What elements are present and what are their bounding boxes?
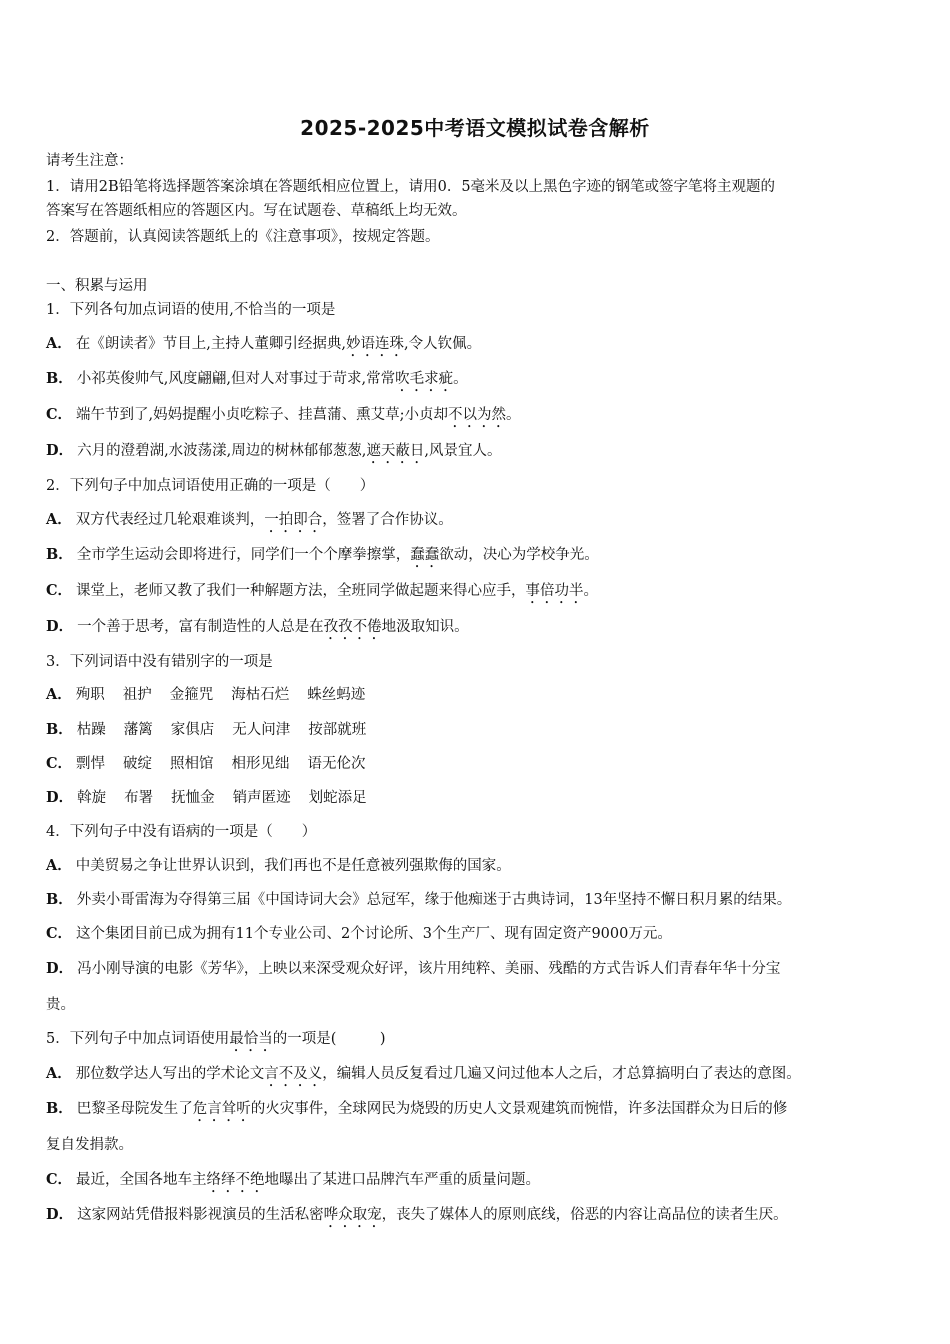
option-label: A． xyxy=(46,511,72,528)
q3-option-b xyxy=(46,720,384,740)
notice-item-1-cont: 答案写在答题纸相应的答题区内。写在试题卷、草稿纸上均无效。 xyxy=(46,203,467,219)
word: 家俱店 xyxy=(170,722,215,738)
word: 破绽 xyxy=(123,756,153,772)
option-text: 小祁英俊帅气,风度翩翩,但对人对事过于苛求,常常 xyxy=(76,371,396,387)
stem-text-end: 的一项是( ) xyxy=(272,1031,386,1047)
option-label: C． xyxy=(46,925,73,942)
section-heading: 一、积累与运用 xyxy=(46,278,148,294)
notice-item-2: 2．答题前，认真阅读答题纸上的《注意事项》，按规定答题。 xyxy=(46,229,440,245)
option-label: A． xyxy=(46,857,72,874)
option-label: C． xyxy=(46,582,73,599)
option-text-end: ，丧失了媒体人的原则底线，俗恶的内容让高品位的读者生厌。 xyxy=(381,1207,788,1223)
option-text: 中美贸易之争让世界认识到，我们再也不是任意被列强欺侮的国家。 xyxy=(75,858,511,874)
q1-option-c xyxy=(46,405,521,431)
word: 照相馆 xyxy=(170,756,214,772)
dotted-word: 言不及义 xyxy=(264,1066,323,1082)
option-label: B． xyxy=(46,1100,73,1117)
option-text: 课堂上，老师又教了我们一种解题方法，全班同学做起题来得心应手， xyxy=(76,583,526,599)
q1-stem: 1．下列各句加点词语的使用,不恰当的一项是 xyxy=(46,302,336,318)
option-text: 这家网站凭借报料影视演员的生活私密 xyxy=(77,1207,324,1223)
q2-option-a xyxy=(46,510,453,536)
word: 相形见绌 xyxy=(231,756,290,772)
q4-option-c xyxy=(46,924,672,944)
q4-option-a xyxy=(46,856,511,876)
option-text-end: 。 xyxy=(453,371,468,387)
word: 枯躁 xyxy=(76,722,106,738)
q1-option-d xyxy=(46,441,502,467)
q2-option-d xyxy=(46,617,469,643)
option-label: B． xyxy=(46,546,73,563)
q5-option-a xyxy=(46,1064,801,1090)
option-label: C． xyxy=(46,755,73,772)
option-label: C． xyxy=(46,406,73,423)
option-text-end: 的火灾事件，全球网民为烧毁的历史人文景观建筑而惋惜，许多法国群众为日后的修 xyxy=(250,1101,788,1117)
word: 祖护 xyxy=(122,687,152,703)
dotted-word: 事倍功半 xyxy=(525,583,584,599)
word: 藩篱 xyxy=(123,722,153,738)
option-label: B． xyxy=(46,721,73,738)
word: 按部就班 xyxy=(308,722,367,738)
dotted-word: 不以为然 xyxy=(448,407,507,423)
option-text: 双方代表经过几轮艰难谈判， xyxy=(75,512,265,528)
option-text: 全市学生运动会即将进行，同学们一个个摩拳擦掌， xyxy=(76,547,411,563)
dotted-word: 最恰当 xyxy=(229,1031,273,1047)
q2-stem: 2．下列句子中加点词语使用正确的一项是（ ） xyxy=(46,478,375,494)
q5-option-c xyxy=(46,1170,540,1196)
dotted-word: 吹毛求疵 xyxy=(395,371,454,387)
dotted-word: 孜孜不倦 xyxy=(323,619,382,635)
q2-option-b xyxy=(46,545,599,571)
option-label: C． xyxy=(46,1171,73,1188)
q3-option-d xyxy=(46,788,385,808)
q4-option-d xyxy=(46,959,780,979)
q3-stem: 3．下列词语中没有错别字的一项是 xyxy=(46,654,273,670)
option-text-end: ,令人钦佩。 xyxy=(403,336,482,352)
q1-option-b xyxy=(46,369,468,395)
option-text-end: ，签署了合作协议。 xyxy=(322,512,453,528)
dotted-word: 络绎不绝 xyxy=(206,1172,265,1188)
q1-option-a xyxy=(46,334,481,360)
word: 抚恤金 xyxy=(171,790,215,806)
q2-option-c xyxy=(46,581,598,607)
word: 斡旋 xyxy=(77,790,107,806)
dotted-word: 哗众取宠 xyxy=(323,1207,382,1223)
option-label: D． xyxy=(46,442,74,459)
notice-item-1: 1．请用2B铅笔将选择题答案涂填在答题纸相应位置上，请用0．5毫米及以上黑色字迹的钢笔或签字笔将主观题的 xyxy=(46,179,776,195)
word: 蛛丝蚂迹 xyxy=(307,687,366,703)
option-label: A． xyxy=(46,335,72,352)
option-label: D． xyxy=(46,789,74,806)
option-text-end: ,风景宜人。 xyxy=(424,443,502,459)
q4-stem: 4．下列句子中没有语病的一项是（ ） xyxy=(46,824,317,840)
option-text: 在《朗读者》节目上,主持人董卿引经据典, xyxy=(75,336,346,352)
notice-heading: 请考生注意： xyxy=(46,153,133,169)
word: 殉职 xyxy=(75,687,105,703)
dotted-word: 妙语连珠 xyxy=(345,336,404,352)
q3-option-c xyxy=(46,754,384,774)
dotted-word: 一拍即合 xyxy=(264,512,323,528)
option-text: 端午节到了,妈妈提醒小贞吃粽子、挂菖蒲、熏艾草;小贞却 xyxy=(76,407,449,423)
option-text-end: 欲动，决心为学校争光。 xyxy=(439,547,599,563)
option-text-end: 。 xyxy=(583,583,599,599)
q3-option-a xyxy=(46,685,383,705)
word: 布署 xyxy=(124,790,154,806)
option-text: 冯小刚导演的电影《芳华》，上映以来深受观众好评，该片用纯粹、美丽、残酷的方式告诉人们青春年华十分宝 xyxy=(77,961,781,977)
dotted-word: 蠢蠢 xyxy=(410,547,440,563)
option-label: A． xyxy=(46,1065,72,1082)
q5-option-d xyxy=(46,1205,788,1231)
option-label: A． xyxy=(46,686,72,703)
option-label: B． xyxy=(46,891,73,908)
page-title: 2025-2025中考语文模拟试卷含解析 xyxy=(300,116,650,140)
q5-option-b xyxy=(46,1099,787,1125)
word: 剽悍 xyxy=(76,756,106,772)
option-text: 最近，全国各地车主 xyxy=(76,1172,207,1188)
option-text: 外卖小哥雷海为夺得第三届《中国诗词大会》总冠军，缘于他痴迷于古典诗词，13年坚持不懈日积月累的结果。 xyxy=(76,892,792,908)
stem-text: 5．下列句子中加点词语使用 xyxy=(46,1031,230,1047)
option-text: 一个善于思考，富有制造性的人总是在 xyxy=(77,619,324,635)
option-text: 这个集团目前已成为拥有11个专业公司、2个讨论所、3个生产厂、现有固定资产9000万元。 xyxy=(76,926,672,942)
dotted-word: 遮天蔽日 xyxy=(366,443,425,459)
q4-option-b xyxy=(46,890,791,910)
option-text: 那位数学达人写出的学术论文 xyxy=(75,1066,265,1082)
q4-option-d-cont: 贵。 xyxy=(46,997,75,1013)
option-text-end: 地汲取知识。 xyxy=(381,619,469,635)
word: 无人问津 xyxy=(232,722,291,738)
option-label: B． xyxy=(46,370,73,387)
option-text-end: 。 xyxy=(506,407,521,423)
option-label: D． xyxy=(46,1206,74,1223)
word: 划蛇添足 xyxy=(308,790,367,806)
option-text-end: 地曝出了某进口品牌汽车严重的质量问题。 xyxy=(264,1172,541,1188)
option-text-end: ，编辑人员反复看过几遍又问过他本人之后，才总算搞明白了表达的意图。 xyxy=(322,1066,801,1082)
q5-stem xyxy=(46,1029,386,1055)
dotted-word: 危言耸听 xyxy=(192,1101,251,1117)
q5-option-b-cont: 复自发捐款。 xyxy=(46,1137,133,1153)
option-text: 六月的澄碧湖,水波荡漾,周边的树林郁郁葱葱, xyxy=(77,443,367,459)
option-label: D． xyxy=(46,618,74,635)
word: 语无伦次 xyxy=(307,756,366,772)
option-label: D． xyxy=(46,960,74,977)
word: 销声匿迹 xyxy=(232,790,291,806)
option-text: 巴黎圣母院发生了 xyxy=(76,1101,193,1117)
word: 金箍咒 xyxy=(169,687,214,703)
word: 海枯石烂 xyxy=(231,687,290,703)
